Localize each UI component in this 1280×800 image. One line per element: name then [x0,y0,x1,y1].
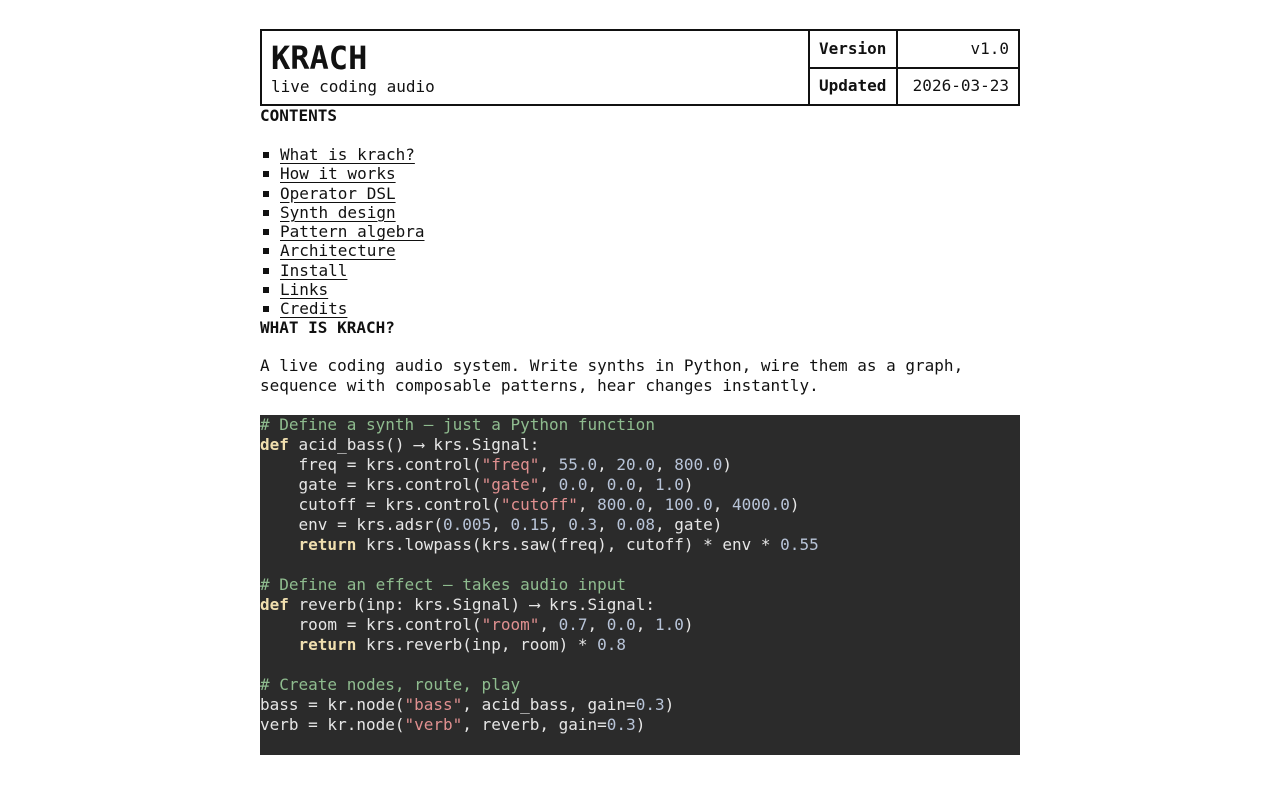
code-number: 55.0 [558,455,598,475]
code-text: , [597,515,617,535]
toc-link-architecture[interactable]: Architecture [280,241,396,261]
code-line [260,715,1020,735]
code-comment: # Define an effect — takes audio input [260,575,627,595]
toc-link-synth-design[interactable]: Synth design [280,202,396,222]
code-text: , [491,515,511,535]
code-line [260,515,1020,535]
code-number: 0.3 [568,515,598,535]
code-keyword: return [298,535,357,555]
code-text: , [549,515,569,535]
toc-link-operator-dsl[interactable]: Operator DSL [280,183,396,203]
code-line [260,475,1020,495]
meta-table [810,31,1018,104]
code-string: "room" [481,615,540,635]
toc-link-links[interactable]: Links [280,279,329,299]
toc-link-install[interactable]: Install [280,260,348,280]
bullet-icon [263,210,269,216]
bullet-icon [263,152,269,158]
toc-item [260,280,1020,299]
code-line [260,455,1020,475]
meta-key-updated: Updated [810,69,898,105]
code-text [260,535,299,554]
code-line [260,495,1020,515]
code-number: 800.0 [597,495,646,515]
code-number: 20.0 [616,455,655,475]
code-text: ) [683,475,694,495]
page-subtitle: live coding audio [271,77,435,96]
code-comment: # Create nodes, route, play [260,675,521,695]
document-page [260,29,1020,755]
code-text: krs.lowpass(krs.saw(freq), cutoff) * env * [356,535,781,555]
bullet-icon [263,268,269,274]
code-number: 0.08 [616,515,655,535]
code-number: 0.3 [635,695,665,715]
code-line [260,675,1020,695]
code-text: , [539,615,559,635]
code-line [260,555,1020,575]
code-text: ) [664,695,675,715]
bullet-icon [263,171,269,177]
code-block [260,415,1020,755]
toc-item [260,184,1020,203]
toc-link-what-is-krach[interactable]: What is krach? [280,145,415,164]
code-text: , [635,475,655,495]
code-text: , reverb, gain= [462,715,607,735]
code-text: , [539,475,559,495]
toc-link-credits[interactable]: Credits [280,299,348,318]
code-line [260,695,1020,715]
code-text: room = krs.control( [260,615,482,635]
code-line [260,595,1020,615]
contents-heading: CONTENTS [260,106,338,125]
meta-value-version: v1.0 [970,38,1009,58]
code-line [260,575,1020,595]
toc-item [260,299,1020,318]
code-number: 0.55 [780,535,819,555]
code-text [260,635,299,654]
table-of-contents [260,145,1020,318]
code-text: krs.reverb(inp, room) * [356,635,598,655]
code-text: freq = krs.control( [260,455,482,475]
code-number: 0.3 [606,715,636,735]
meta-key-version: Version [810,31,898,67]
code-number: 0.8 [597,635,627,655]
toc-link-pattern-algebra[interactable]: Pattern algebra [280,222,425,241]
code-text: , [645,495,665,515]
code-string: "bass" [404,695,463,715]
toc-link-how-it-works[interactable]: How it works [280,164,396,184]
code-number: 800.0 [674,455,723,475]
bullet-icon [263,191,269,197]
code-number: 100.0 [664,495,713,515]
meta-row-version [810,31,1018,67]
code-number: 0.0 [606,615,636,635]
code-text: , [712,495,733,515]
code-text: ) [722,455,733,475]
code-keyword: return [298,635,357,655]
bullet-icon [263,287,269,293]
toc-item [260,145,1020,164]
code-number: 0.7 [558,615,588,635]
what-is-heading: WHAT IS KRACH? [260,318,395,338]
toc-item [260,164,1020,183]
code-text: acid_bass() ⟶ krs.Signal: [288,435,540,455]
code-keyword: def [260,595,289,615]
toc-item [260,203,1020,222]
toc-item [260,241,1020,260]
code-line [260,535,1020,555]
code-line [260,655,1020,675]
title-cell [262,31,810,104]
toc-item [260,261,1020,280]
code-text: bass = kr.node( [260,695,405,715]
code-text: , [654,455,675,475]
code-string: "freq" [481,455,540,475]
intro-paragraph: A live coding audio system. Write synths in Python, wire them as a graph, sequence with composable patterns, hear changes instantly. [260,356,964,396]
code-string: "verb" [404,715,463,735]
bullet-icon [263,248,269,254]
code-text: reverb(inp: krs.Signal) ⟶ krs.Signal: [288,595,655,615]
code-number: 0.0 [606,475,636,495]
toc-item [260,222,1020,241]
code-number: 4000.0 [732,495,790,515]
bullet-icon [263,306,269,312]
code-text: cutoff = krs.control( [260,495,501,515]
code-line [260,635,1020,655]
code-comment: # Define a synth — just a Python function [260,415,655,435]
bullet-icon [263,229,269,235]
code-line [260,615,1020,635]
code-number: 1.0 [654,475,684,495]
code-string: "cutoff" [500,495,578,515]
code-number: 0.0 [558,475,588,495]
code-text: , [539,455,559,475]
code-text: gate = krs.control( [260,475,482,495]
code-string: "gate" [481,475,540,495]
code-text: , [587,475,607,495]
code-number: 0.005 [443,515,492,535]
code-text: , [597,455,617,475]
code-number: 0.15 [510,515,549,535]
code-line [260,435,1020,455]
code-line [260,415,1020,435]
code-keyword: def [260,435,289,455]
code-number: 1.0 [654,615,684,635]
code-text: ) [789,495,800,515]
code-text: , gate) [654,515,723,535]
code-text: env = krs.adsr( [260,515,444,535]
code-text: , [577,495,598,515]
meta-row-updated [810,67,1018,105]
header-table [260,29,1020,106]
code-text: , [635,615,655,635]
code-text: ) [635,715,646,735]
code-text: , acid_bass, gain= [462,695,636,715]
code-text: verb = kr.node( [260,715,405,735]
page-title: KRACH [271,39,368,77]
code-text: ) [683,615,694,635]
meta-value-updated: 2026-03-23 [912,76,1009,96]
code-text: , [587,615,607,635]
